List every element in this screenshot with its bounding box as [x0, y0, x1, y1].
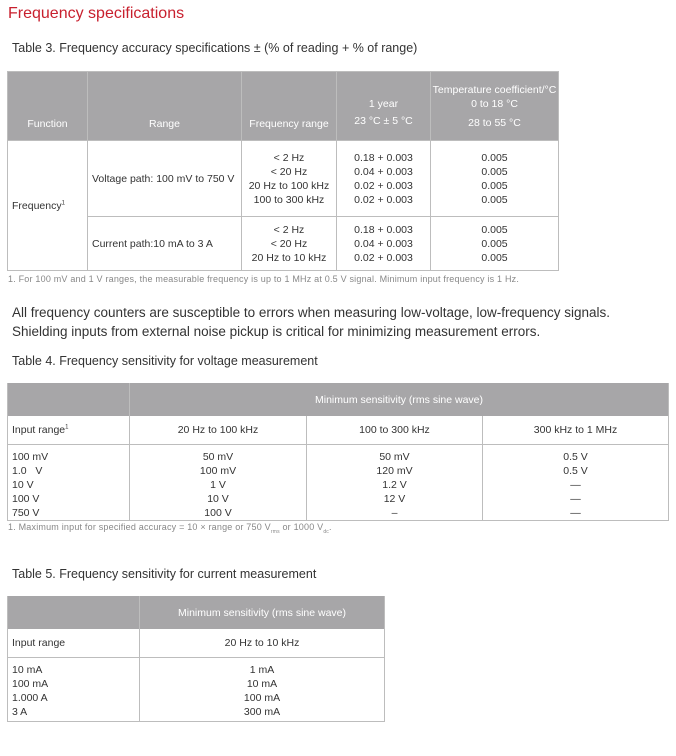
sensitivity-value: 0.5 V — [563, 450, 588, 463]
col1-cell — [130, 444, 307, 520]
input-range-header: Input range — [8, 629, 140, 657]
function-label: Frequency — [12, 199, 62, 212]
sensitivity-value: 120 mV — [376, 464, 413, 477]
temp-cell-current — [431, 217, 559, 271]
freq-value: < 20 Hz — [270, 165, 308, 178]
range-value: 100 V — [12, 492, 40, 505]
body-paragraph — [12, 303, 610, 341]
freq-value: < 2 Hz — [273, 151, 305, 164]
sensitivity-value: 10 mA — [246, 677, 278, 690]
temp-cell-voltage — [431, 141, 559, 217]
function-footnote: 1 — [61, 200, 65, 206]
sensitivity-value: 1.2 V — [382, 478, 407, 491]
sensitivity-value: 100 mA — [243, 691, 281, 704]
table4-note-sub-dc: dc — [323, 528, 329, 535]
input-ranges-cell — [8, 444, 130, 520]
table4-note-sub-rms: rms — [270, 528, 280, 535]
accuracy-value: 0.02 + 0.003 — [354, 179, 413, 192]
year-cell-voltage — [337, 141, 431, 217]
range-value: 3 A — [12, 705, 28, 718]
accuracy-value: 0.02 + 0.003 — [354, 193, 413, 206]
frequency-accuracy-table — [7, 71, 559, 271]
paragraph-line-1: All frequency counters are susceptible to errors when measuring low-voltage, low-frequency signals. — [12, 305, 611, 320]
sensitivity-value: 12 V — [383, 492, 406, 505]
temp-value: 0.005 — [481, 193, 508, 206]
sensitivity-value: 50 mV — [379, 450, 410, 463]
accuracy-value: 0.04 + 0.003 — [354, 165, 413, 178]
table4-note-mid: or 1000 V — [279, 522, 324, 532]
year-cell-current — [337, 217, 431, 271]
sensitivity-value: 100 mV — [199, 464, 237, 477]
range-voltage-path: Voltage path: 100 mV to 750 V — [88, 141, 242, 217]
sensitivity-value: — — [570, 506, 581, 519]
accuracy-value: 0.18 + 0.003 — [354, 151, 413, 164]
range-value: 100 mA — [12, 677, 49, 690]
function-cell — [8, 141, 88, 271]
accuracy-value: 0.04 + 0.003 — [354, 237, 413, 250]
sensitivity-value: — — [570, 492, 581, 505]
input-range-label: Input range — [12, 423, 66, 436]
table4-footnote — [8, 522, 332, 535]
col-header-100-300khz: 100 to 300 kHz — [307, 416, 483, 444]
accuracy-value: 0.02 + 0.003 — [354, 251, 413, 264]
sensitivity-value: 0.5 V — [563, 464, 588, 477]
header-one-year — [337, 72, 431, 141]
range-value: 100 mV — [12, 450, 49, 463]
freq-value: 100 to 300 kHz — [253, 193, 325, 206]
input-range-footnote: 1 — [65, 424, 69, 431]
range-value: 10 mA — [12, 663, 43, 676]
input-range-header — [8, 416, 130, 444]
table5-caption: Table 5. Frequency sensitivity for current measurement — [12, 567, 317, 581]
freq-cell-voltage — [242, 141, 337, 217]
accuracy-value: 0.18 + 0.003 — [354, 223, 413, 236]
freq-value: < 20 Hz — [270, 237, 308, 250]
table3-caption: Table 3. Frequency accuracy specifications ± (% of reading + % of range) — [12, 41, 418, 55]
input-ranges-cell — [8, 657, 140, 721]
temp-value: 0.005 — [481, 237, 508, 250]
current-sensitivity-table — [7, 596, 385, 722]
header-one-year-line2: 23 °C ± 5 °C — [354, 115, 413, 127]
temp-value: 0.005 — [481, 165, 508, 178]
header-temp-line1: Temperature coefficient/°C — [432, 84, 557, 96]
header-blank — [8, 383, 130, 416]
header-one-year-line1: 1 year — [368, 98, 399, 110]
values-cell — [140, 657, 385, 721]
freq-value: 20 Hz to 10 kHz — [251, 251, 327, 264]
header-range: Range — [88, 72, 242, 141]
temp-value: 0.005 — [481, 223, 508, 236]
freq-cell-current — [242, 217, 337, 271]
freq-value: < 2 Hz — [273, 223, 305, 236]
header-function: Function — [8, 72, 88, 141]
range-value: 1.0 V — [12, 464, 43, 477]
header-frequency-range: Frequency range — [242, 72, 337, 141]
table4-note-text: 1. Maximum input for specified accuracy = 10 × range or 750 V — [8, 522, 271, 532]
sensitivity-value: 1 mA — [249, 663, 275, 676]
sensitivity-value: 1 V — [210, 478, 226, 491]
range-value: 10 V — [12, 478, 34, 491]
voltage-sensitivity-table — [7, 383, 669, 521]
header-min-sensitivity: Minimum sensitivity (rms sine wave) — [140, 596, 385, 629]
sensitivity-value: 50 mV — [202, 450, 234, 463]
page-title: Frequency specifications — [8, 5, 185, 22]
temp-value: 0.005 — [481, 179, 508, 192]
temp-value: 0.005 — [481, 151, 508, 164]
sensitivity-value: 300 mA — [243, 705, 281, 718]
sensitivity-value: – — [391, 506, 398, 519]
temp-value: 0.005 — [481, 251, 508, 264]
col-header-300khz-1mhz: 300 kHz to 1 MHz — [483, 416, 669, 444]
header-blank — [8, 596, 140, 629]
table4-caption: Table 4. Frequency sensitivity for voltage measurement — [12, 354, 318, 368]
col2-cell — [307, 444, 483, 520]
sensitivity-value: 100 V — [204, 506, 232, 519]
header-temperature-coefficient — [431, 72, 559, 141]
header-temp-line3: 28 to 55 °C — [468, 117, 521, 129]
col-header-20hz-100khz: 20 Hz to 100 kHz — [130, 416, 307, 444]
paragraph-line-2: Shielding inputs from external noise pickup is critical for minimizing measurement errors. — [12, 324, 541, 339]
sensitivity-value: — — [570, 478, 581, 491]
col3-cell — [483, 444, 669, 520]
range-value: 750 V — [12, 506, 40, 519]
range-current-path: Current path:10 mA to 3 A — [88, 217, 242, 271]
table4-note-end: . — [329, 522, 332, 532]
table3-footnote: 1. For 100 mV and 1 V ranges, the measurable frequency is up to 1 MHz at 0.5 V signal. Minimum input frequency is 1 Hz. — [8, 274, 520, 284]
col-header-20hz-10khz: 20 Hz to 10 kHz — [140, 629, 385, 657]
header-temp-line2: 0 to 18 °C — [471, 98, 518, 110]
header-min-sensitivity: Minimum sensitivity (rms sine wave) — [130, 383, 669, 416]
freq-value: 20 Hz to 100 kHz — [248, 179, 330, 192]
sensitivity-value: 10 V — [207, 492, 229, 505]
range-value: 1.000 A — [12, 691, 48, 704]
